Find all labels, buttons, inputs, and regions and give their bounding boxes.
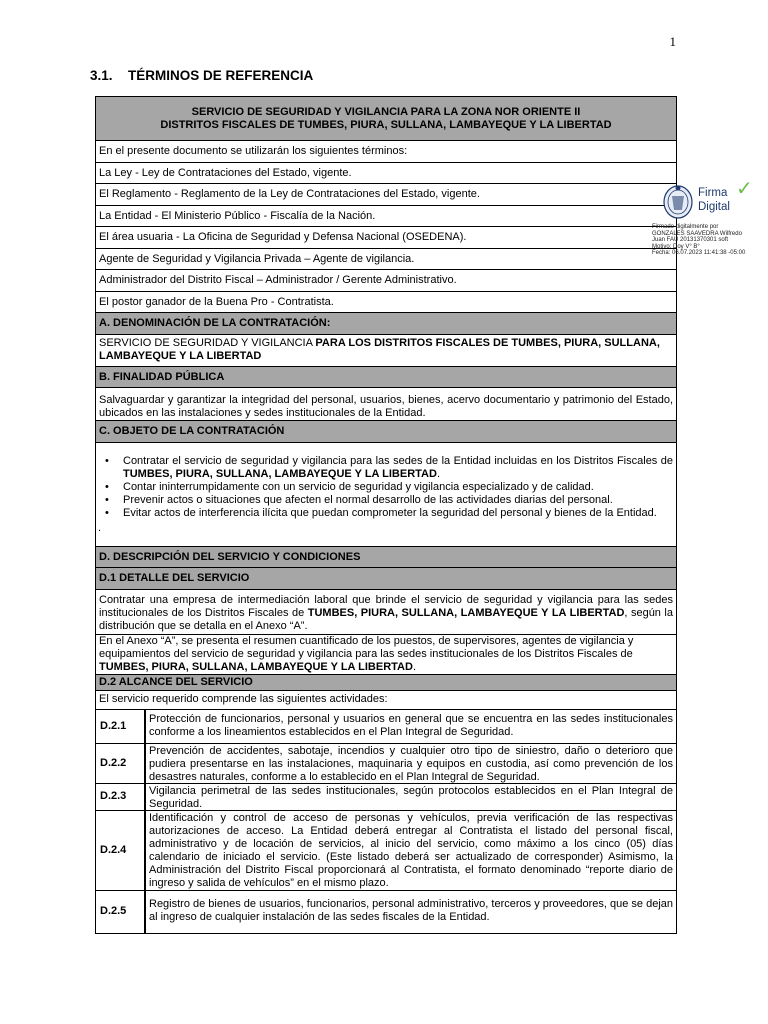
- activity-text: Identificación y control de acceso de personas y vehículos, previa verificación de las respectivas autorizaciones de acceso. La Entidad deberá entregar al Contratista el listado del personal fiscal, administrativo y de locación de servicios, al inicio del servicio, como máximo a los cinco (05) días calendario de iniciado el servicio. (Este listado deberá ser actualizado de corresponder) Asimismo, la Administración del Distrito Fiscal proporcionará al Contratista, el formato denominado “reporte diario de ingreso y salida de vehículos” en el mismo plazo.: [149, 811, 673, 889]
- objective-item: [123, 455, 673, 481]
- section-a-bold: PARA LOS DISTRITOS FISCALES DE TUMBES, PIURA, SULLANA, LAMBAYEQUE Y LA LIBERTAD: [99, 336, 660, 362]
- d1-paragraph-1: [96, 590, 676, 635]
- d1-paragraph-2: [96, 635, 676, 675]
- activity-row: [96, 710, 676, 744]
- section-a-text: [96, 335, 676, 367]
- section-d-title: D. DESCRIPCIÓN DEL SERVICIO Y CONDICIONES: [96, 547, 676, 569]
- page-number: 1: [669, 34, 676, 49]
- activity-text: Prevención de accidentes, sabotaje, incendios y cualquier otro tipo de siniestro, daño o deterioro que pudiera presentarse en las instalaciones, maquinaria y equipos en custodia, así como prevención de los desastres naturales, conforme a lo establecido en el Plan Integral de Seguridad.: [149, 744, 673, 783]
- activity-text: Vigilancia perimetral de las sedes institucionales, según protocolos establecidos en el Plan Integral de Seguridad.: [149, 784, 673, 810]
- meta-line: Firmado digitalmente por: [652, 224, 719, 230]
- d1-p2-end: .: [412, 660, 416, 673]
- activity-code: D.2.1: [96, 710, 146, 743]
- trailing-dot: .: [98, 521, 102, 534]
- section-title: TÉRMINOS DE REFERENCIA: [128, 68, 314, 83]
- d1-p2-bold: TUMBES, PIURA, SULLANA, LAMBAYEQUE Y LA LIBERTAD: [99, 660, 413, 673]
- d2-intro: El servicio requerido comprende las siguientes actividades:: [96, 691, 676, 710]
- brand-line-2: Digital: [698, 201, 730, 213]
- check-icon: ✓: [736, 178, 753, 200]
- activity-code: D.2.5: [96, 891, 146, 933]
- meta-line: Fecha: 06.07.2023 11:41:38 -05:00: [652, 250, 746, 257]
- signature-metadata: [652, 224, 745, 257]
- section-b-title: B. FINALIDAD PÚBLICA: [96, 367, 676, 389]
- objective-item: • Contar ininterrumpidamente con un servicio de seguridad y vigilancia especializado y de calidad.: [123, 481, 673, 494]
- section-d2-title: D.2 ALCANCE DEL SERVICIO: [96, 675, 676, 691]
- d1-p2-plain: En el Anexo “A”, se presenta el resumen cuantificado de los puestos, de supervisores, agentes de vigilancia y equipamientos del servicio de seguridad y vigilancia para las sedes institucionales de los Distritos Fiscales de: [99, 634, 634, 660]
- activity-row: [96, 784, 676, 811]
- activity-text: Registro de bienes de usuarios, funcionarios, personal administrativo, terceros y proveedores, que se dejan al ingreso de cualquier instalación de las sedes fiscales de la Entidad.: [149, 897, 674, 923]
- activity-text: Protección de funcionarios, personal y usuarios en general que se encuentra en las sedes institucionales conforme a los lineamientos establecidos en el Plan Integral de Seguridad.: [149, 712, 673, 738]
- objective-1-bold: TUMBES, PIURA, SULLANA, LAMBAYEQUE Y LA LIBERTAD: [123, 467, 437, 480]
- term-row: Administrador del Distrito Fiscal – Administrador / Gerente Administrativo.: [96, 270, 676, 292]
- activity-code: D.2.3: [96, 784, 146, 810]
- section-heading: [90, 68, 313, 83]
- section-number: 3.1.: [90, 68, 113, 83]
- activity-code: D.2.2: [96, 744, 146, 783]
- meta-line: Motivo: Doy V° B°: [652, 243, 700, 250]
- d1-p1-plain: Contratar una empresa de intermediación laboral que brinde el servicio de seguridad y vigilancia para las sedes institucionales de los Distritos Fiscales de: [99, 593, 673, 619]
- section-a-plain: SERVICIO DE SEGURIDAD Y VIGILANCIA: [99, 336, 316, 349]
- meta-line: GONZALES SAAVEDRA Wilfredo: [652, 230, 742, 237]
- header-line-2: DISTRITOS FISCALES DE TUMBES, PIURA, SULLANA, LAMBAYEQUE Y LA LIBERTAD: [160, 119, 612, 131]
- term-row: La Ley - Ley de Contrataciones del Estado, vigente.: [96, 163, 676, 185]
- activity-row: [96, 744, 676, 784]
- d1-p1-bold: TUMBES, PIURA, SULLANA, LAMBAYEQUE Y LA LIBERTAD: [307, 606, 625, 619]
- activity-row: [96, 811, 676, 891]
- activity-row: [96, 891, 676, 933]
- section-b-text: Salvaguardar y garantizar la integridad del personal, usuarios, bienes, acervo documentario y patrimonio del Estado, ubicados en las instalaciones y sedes institucionales de la Entidad.: [96, 388, 676, 421]
- term-row: El Reglamento - Reglamento de la Ley de Contrataciones del Estado, vigente.: [96, 184, 676, 206]
- brand-line-1: Firma: [698, 187, 728, 199]
- objective-item: • Evitar actos de interferencia ilícita que puedan comprometer la seguridad del personal y bienes de la Entidad.: [123, 507, 673, 520]
- objective-1-end: .: [436, 467, 440, 480]
- section-c-title: C. OBJETO DE LA CONTRATACIÓN: [96, 421, 676, 443]
- table-header: [96, 97, 676, 141]
- objective-list: [99, 455, 673, 520]
- term-row: El área usuaria - La Oficina de Seguridad y Defensa Nacional (OSEDENA).: [96, 227, 676, 249]
- d1-p1-end: , según la distribución que se detalla en el Anexo “A”.: [99, 606, 673, 632]
- header-line-1: SERVICIO DE SEGURIDAD Y VIGILANCIA PARA LA ZONA NOR ORIENTE II: [191, 106, 581, 118]
- objective-1-plain: Contratar el servicio de seguridad y vigilancia para las sedes de la Entidad incluidas en los Distritos Fiscales de: [123, 454, 673, 467]
- terms-table: [95, 96, 677, 934]
- term-row: Agente de Seguridad y Vigilancia Privada – Agente de vigilancia.: [96, 249, 676, 271]
- activity-code: D.2.4: [96, 811, 146, 890]
- objective-item: • Prevenir actos o situaciones que afecten el normal desarrollo de las actividades diarias del personal.: [123, 494, 673, 507]
- term-row: El postor ganador de la Buena Pro - Contratista.: [96, 292, 676, 314]
- seal-icon: [662, 182, 694, 220]
- meta-line: Juan FAU 20131370301 soft: [652, 237, 729, 244]
- section-d1-title: D.1 DETALLE DEL SERVICIO: [96, 568, 676, 590]
- section-c-body: [96, 443, 676, 547]
- term-row: En el presente documento se utilizarán los siguientes términos:: [96, 141, 676, 163]
- term-row: La Entidad - El Ministerio Público - Fiscalía de la Nación.: [96, 206, 676, 228]
- section-a-title: A. DENOMINACIÓN DE LA CONTRATACIÓN:: [96, 313, 676, 335]
- signature-brand: [698, 186, 730, 214]
